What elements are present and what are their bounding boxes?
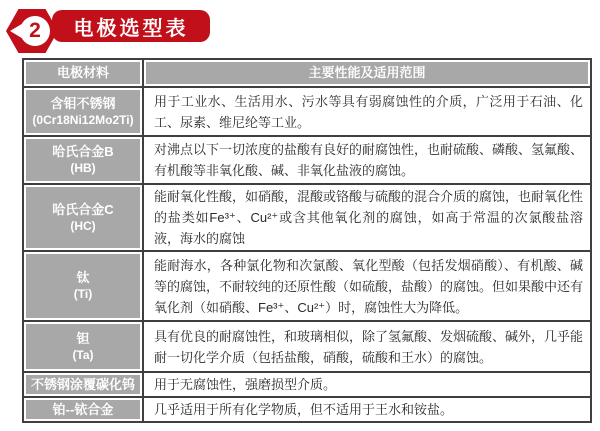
table-header-row <box>23 59 591 87</box>
material-cell <box>23 87 143 136</box>
table-row <box>23 251 591 321</box>
material-cell <box>23 136 143 184</box>
title-banner <box>52 10 210 42</box>
material-code: (Ta) <box>72 347 94 362</box>
material-name: 哈氏合金C <box>52 201 114 217</box>
material-cell <box>23 251 143 321</box>
material-code: (HB) <box>70 161 96 175</box>
table-row <box>23 87 591 136</box>
material-code: (0Cr18Ni12Mo2Ti) <box>32 112 134 127</box>
description-cell: 对沸点以下一切浓度的盐酸有良好的耐腐蚀性，也耐硫酸、磷酸、氢氟酸、有机酸等非氧化酸、碱、非氧化盐液的腐蚀。 <box>143 136 591 184</box>
material-cell <box>23 321 143 372</box>
material-name: 钛 <box>76 270 90 285</box>
description-cell: 用于无腐蚀性，强磨损型介质。 <box>143 372 591 397</box>
table-row <box>23 397 591 422</box>
material-cell <box>23 372 143 397</box>
material-code: (HC) <box>70 218 96 233</box>
table-row <box>23 372 591 397</box>
column-header-description: 主要性能及适用范围 <box>143 59 591 87</box>
material-name: 铂--铱合金 <box>52 401 114 417</box>
table-row <box>23 321 591 372</box>
badge-circle <box>20 16 50 46</box>
material-name: 哈氏合金B <box>52 144 114 159</box>
table-row <box>23 136 591 184</box>
description-cell: 能耐氧化性酸，如硝酸，混酸或铬酸与硫酸的混合介质的腐蚀，也耐氧化性的盐类如Fe³⁺、Cu²⁺或含其他氧化剂的腐蚀，如高于常温的次氯酸盐溶液，海水的腐蚀 <box>143 184 591 251</box>
column-header-material: 电极材料 <box>23 59 143 87</box>
table-row <box>23 184 591 251</box>
description-cell: 几乎适用于所有化学物质，但不适用于王水和铵盐。 <box>143 397 591 422</box>
material-code: (Ti) <box>73 287 93 301</box>
description-cell: 能耐海水，各种氯化物和次氯酸、氧化型酸（包括发烟硝酸）、有机酸、碱等的腐蚀，不耐较纯的还原性酸（如硫酸，盐酸）的腐蚀。但如果酸中还有氧化剂（如硝酸、Fe³⁺、Cu²⁺）时，腐蚀性大为降低。 <box>143 251 591 321</box>
material-cell <box>23 184 143 251</box>
description-cell: 具有优良的耐腐蚀性，和玻璃相似，除了氢氟酸、发烟硫酸、碱外，几乎能耐一切化学介质（包括盐酸，硝酸，硫酸和王水）的腐蚀。 <box>143 321 591 372</box>
material-name: 不锈钢涂覆碳化钨 <box>30 376 135 392</box>
material-name: 含钼不锈钢 <box>50 95 116 111</box>
material-cell <box>23 397 143 422</box>
page-title: 电极选型表 <box>73 17 189 40</box>
badge-number: 2 <box>29 19 41 42</box>
material-name: 钽 <box>76 330 90 346</box>
electrode-selection-table <box>22 58 592 423</box>
description-cell: 用于工业水、生活用水、污水等具有弱腐蚀性的介质，广泛用于石油、化工、尿素、维尼纶等工业。 <box>143 87 591 136</box>
step-badge <box>6 9 58 53</box>
